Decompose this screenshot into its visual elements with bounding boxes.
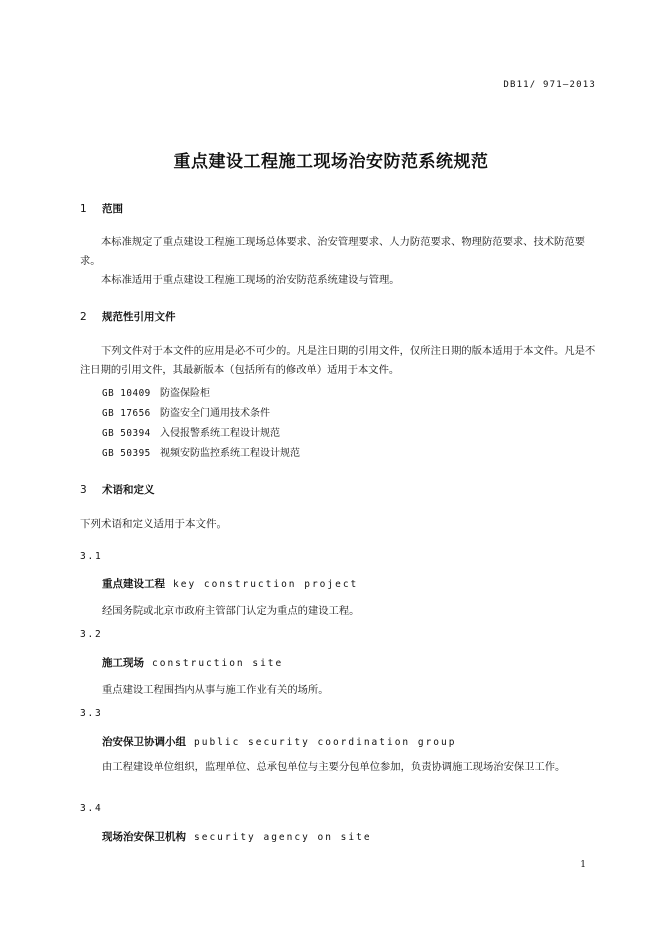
clause-number: 3.4	[80, 803, 103, 814]
section-number: 3	[80, 484, 87, 496]
reference-name: 入侵报警系统工程设计规范	[160, 428, 280, 439]
section-1-paragraph-2: 本标准适用于重点建设工程施工现场的治安防范系统建设与管理。	[101, 274, 400, 286]
reference-item	[102, 424, 280, 439]
section-title: 规范性引用文件	[102, 311, 176, 323]
term-chinese: 现场治安保卫机构	[102, 831, 186, 843]
reference-item	[102, 404, 270, 419]
term-english: public security coordination group	[194, 737, 457, 748]
term-heading	[102, 829, 372, 844]
section-title: 范围	[102, 203, 123, 215]
reference-name: 视频安防监控系统工程设计规范	[160, 448, 300, 459]
term-heading	[102, 576, 358, 591]
reference-name: 防盗安全门通用技术条件	[160, 408, 270, 419]
reference-name: 防盗保险柜	[160, 388, 210, 399]
term-english: security agency on site	[194, 832, 372, 843]
term-definition: 由工程建设单位组织，监理单位、总承包单位与主要分包单位参加，负责协调施工现场治安保卫工作。	[102, 761, 566, 773]
page-number: 1	[580, 860, 586, 870]
reference-code: GB 17656	[102, 408, 151, 419]
section-2-heading	[80, 309, 176, 324]
term-english: key construction project	[173, 579, 359, 590]
clause-number: 3.2	[80, 629, 103, 640]
reference-code: GB 10409	[102, 388, 151, 399]
term-chinese: 重点建设工程	[102, 578, 165, 590]
term-definition: 重点建设工程围挡内从事与施工作业有关的场所。	[102, 684, 329, 696]
term-chinese: 施工现场	[102, 657, 144, 669]
section-number: 2	[80, 311, 87, 323]
clause-number: 3.3	[80, 708, 103, 719]
reference-code: GB 50394	[102, 428, 151, 439]
term-heading	[102, 655, 283, 670]
document-title: 重点建设工程施工现场治安防范系统规范	[173, 152, 489, 172]
document-code: DB11/ 971—2013	[503, 80, 596, 90]
term-heading	[102, 734, 456, 749]
section-2-paragraph-1: 下列文件对于本文件的应用是必不可少的。凡是注日期的引用文件，仅所注日期的版本适用于本文件。凡是不注日期的引用文件，其最新版本（包括所有的修改单）适用于本文件。	[80, 345, 596, 376]
term-definition: 经国务院或北京市政府主管部门认定为重点的建设工程。	[102, 605, 360, 617]
section-number: 1	[80, 203, 87, 215]
reference-item	[102, 444, 300, 459]
clause-number: 3.1	[80, 551, 103, 562]
section-1-heading	[80, 201, 123, 216]
section-3-heading	[80, 482, 155, 497]
section-title: 术语和定义	[102, 484, 155, 496]
reference-item	[102, 384, 210, 399]
term-english: construction site	[152, 658, 284, 669]
term-chinese: 治安保卫协调小组	[102, 736, 186, 748]
section-1-paragraph-1: 本标准规定了重点建设工程施工现场总体要求、治安管理要求、人力防范要求、物理防范要求、技术防范要求。	[80, 236, 585, 267]
reference-code: GB 50395	[102, 448, 151, 459]
section-3-intro: 下列术语和定义适用于本文件。	[80, 518, 227, 530]
